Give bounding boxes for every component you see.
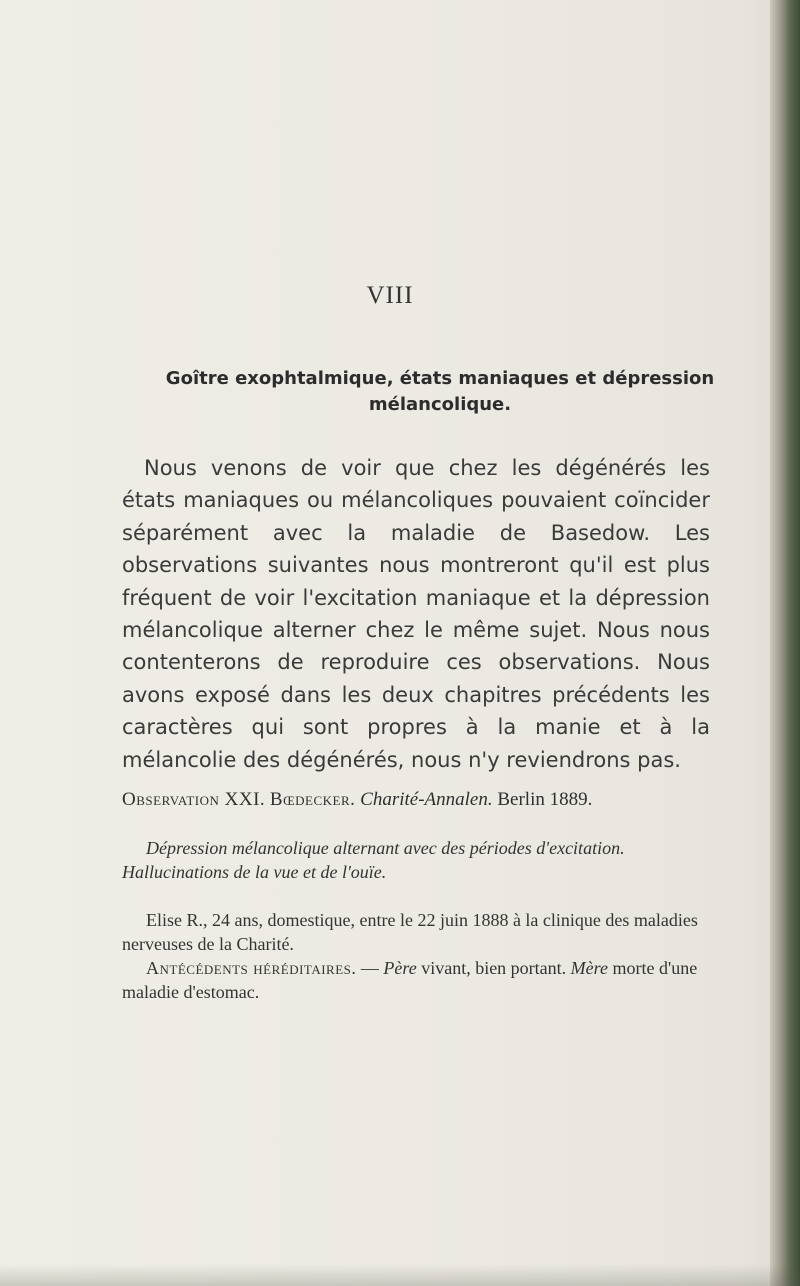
antecedents-dash: — bbox=[356, 958, 384, 978]
page-bottom-shadow bbox=[0, 1264, 800, 1286]
case-description bbox=[122, 908, 722, 1004]
antecedents-paragraph bbox=[122, 956, 722, 1004]
chapter-title bbox=[160, 366, 720, 418]
observation-place-year: Berlin 1889. bbox=[497, 789, 593, 810]
mother-text: morte d'une maladie d'estomac. bbox=[122, 958, 698, 1002]
page-edge-shadow bbox=[770, 0, 800, 1286]
observation-journal: Charité-Annalen. bbox=[360, 789, 493, 810]
mother-label: Mère bbox=[570, 958, 608, 978]
father-label: Père bbox=[383, 958, 417, 978]
observation-label: Observation XXI. bbox=[122, 789, 266, 810]
chapter-number: VIII bbox=[366, 282, 414, 309]
observation-author: Bœdecker. bbox=[269, 789, 356, 810]
observation-subtitle: Dépression mélancolique alternant avec des périodes d'excitation. Hallucinations de la vue et de l'ouïe. bbox=[122, 838, 625, 882]
father-text: vivant, bien portant. bbox=[416, 958, 571, 978]
chapter-title-line1: Goître exophtalmique, états maniaques et dépression bbox=[165, 368, 715, 389]
antecedents-label: Antécédents héréditaires. bbox=[146, 958, 357, 978]
observation-heading bbox=[122, 788, 722, 812]
intro-paragraph-text: Nous venons de voir que chez les dégénérés les états maniaques ou mélancoliques pouvaient coïncider séparément avec la maladie de Basedow. Les observations suivantes nous montreront qu'il est plus fréquent de voir l'excitation maniaque et la dépression mélancolique alterner chez le même sujet. Nous nous contenterons de reproduire ces observations. Nous avons exposé dans les deux chapitres précédents les caractères qui sont propres à la manie et à la mélancolie des dégénérés, nous n'y reviendrons pas. bbox=[122, 456, 710, 772]
intro-paragraph bbox=[122, 452, 710, 776]
patient-paragraph: Elise R., 24 ans, domestique, entre le 22 juin 1888 à la clinique des maladies nerveuses de la Charité. bbox=[122, 910, 698, 954]
chapter-title-line2: mélancolique. bbox=[368, 394, 512, 415]
